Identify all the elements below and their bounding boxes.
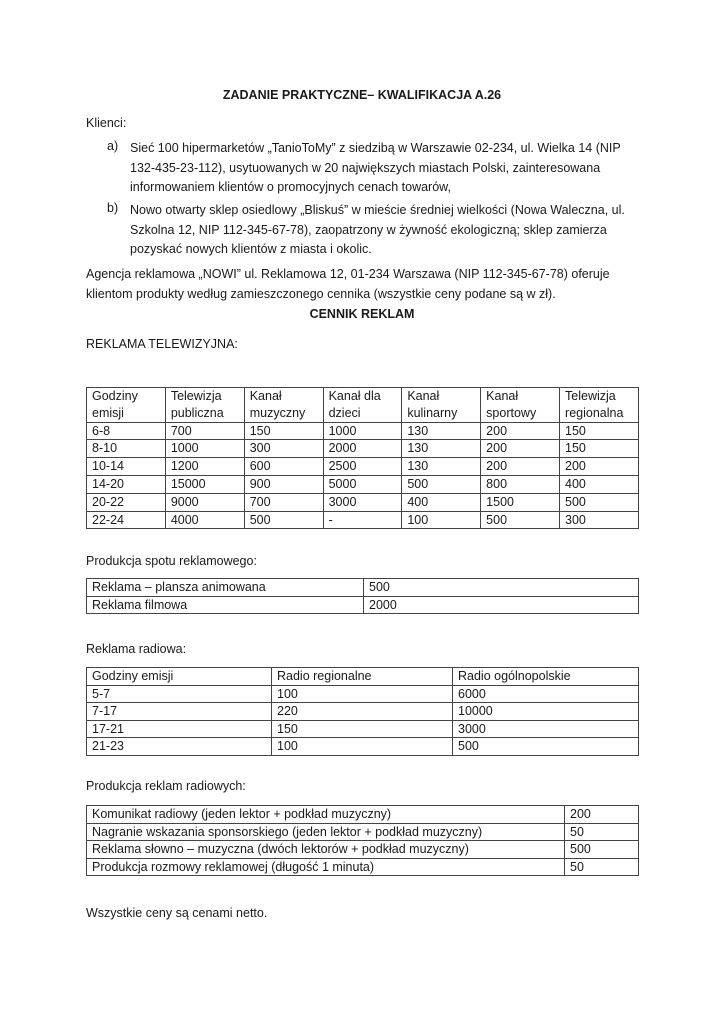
table-cell: 2500 bbox=[323, 458, 402, 476]
table-cell: 500 bbox=[244, 511, 323, 529]
footer-note: Wszystkie ceny są cenami netto. bbox=[86, 906, 268, 920]
table-cell: 4000 bbox=[165, 511, 244, 529]
table-cell: 50 bbox=[565, 823, 639, 841]
table-cell: 600 bbox=[244, 458, 323, 476]
clients-label: Klienci: bbox=[86, 116, 127, 130]
table-cell: 400 bbox=[402, 493, 481, 511]
table-cell: 500 bbox=[364, 579, 639, 597]
table-row bbox=[87, 422, 639, 440]
table-cell: 14-20 bbox=[87, 475, 166, 493]
tv-price-table bbox=[86, 387, 639, 529]
table-row bbox=[87, 458, 639, 476]
table-cell: Nagranie wskazania sponsorskiego (jeden lektor + podkład muzyczny) bbox=[87, 823, 565, 841]
table-row bbox=[87, 579, 639, 597]
table-cell: 5000 bbox=[323, 475, 402, 493]
table-cell: 900 bbox=[244, 475, 323, 493]
header-cell: Godziny emisji bbox=[87, 668, 272, 686]
table-row bbox=[87, 806, 639, 824]
radio-production-section-label: Produkcja reklam radiowych: bbox=[86, 779, 246, 793]
table-cell: Produkcja rozmowy reklamowej (długość 1 minuta) bbox=[87, 858, 565, 876]
client-a-marker: a) bbox=[107, 139, 119, 153]
spot-section-label: Produkcja spotu reklamowego: bbox=[86, 554, 257, 568]
table-cell: 150 bbox=[272, 720, 453, 738]
table-cell: 130 bbox=[402, 440, 481, 458]
table-cell: 7-17 bbox=[87, 703, 272, 721]
table-cell: 220 bbox=[272, 703, 453, 721]
client-b-line: pozyskać nowych klientów z miasta i okolic. bbox=[130, 242, 372, 256]
table-cell: 10000 bbox=[453, 703, 639, 721]
table-cell: 500 bbox=[481, 511, 560, 529]
client-b-marker: b) bbox=[107, 201, 119, 215]
table-cell: Reklama filmowa bbox=[87, 596, 364, 614]
table-cell: 1500 bbox=[481, 493, 560, 511]
table-cell: 200 bbox=[481, 458, 560, 476]
table-cell: 150 bbox=[560, 440, 639, 458]
table-cell: 9000 bbox=[165, 493, 244, 511]
table-header-row bbox=[87, 388, 639, 423]
header-cell: Telewizja publiczna bbox=[165, 388, 244, 423]
table-row bbox=[87, 823, 639, 841]
table-cell: 500 bbox=[453, 738, 639, 756]
table-cell: 6-8 bbox=[87, 422, 166, 440]
table-row bbox=[87, 858, 639, 876]
table-cell: 8-10 bbox=[87, 440, 166, 458]
table-cell: 2000 bbox=[364, 596, 639, 614]
table-cell: 500 bbox=[565, 841, 639, 859]
client-a-text bbox=[130, 139, 630, 198]
radio-section-label: Reklama radiowa: bbox=[86, 642, 187, 656]
client-a-line: 132-435-23-112), usytuowanych w 20 największych miastach Polski, zainteresowana bbox=[130, 160, 601, 175]
radio-price-table bbox=[86, 667, 639, 756]
header-cell: Kanał dla dzieci bbox=[323, 388, 402, 423]
table-header-row bbox=[87, 668, 639, 686]
table-cell: 150 bbox=[244, 422, 323, 440]
table-cell: 3000 bbox=[453, 720, 639, 738]
table-row bbox=[87, 703, 639, 721]
spot-price-table bbox=[86, 578, 639, 614]
table-cell: 200 bbox=[481, 422, 560, 440]
client-a-line: Sieć 100 hipermarketów „TanioToMy” z siedzibą w Warszawie 02-234, ul. Wielka 14 (NIP bbox=[130, 141, 621, 155]
client-b-text bbox=[130, 201, 630, 260]
header-cell: Radio ogólnopolskie bbox=[453, 668, 639, 686]
table-cell: 300 bbox=[560, 511, 639, 529]
table-cell: 500 bbox=[402, 475, 481, 493]
header-cell: Kanał kulinarny bbox=[402, 388, 481, 423]
table-cell: 20-22 bbox=[87, 493, 166, 511]
client-b-line: Nowo otwarty sklep osiedlowy „Bliskuś” w mieście średniej wielkości (Nowa Waleczna, ul. bbox=[130, 203, 625, 217]
table-cell: 1200 bbox=[165, 458, 244, 476]
table-row bbox=[87, 493, 639, 511]
table-cell: 50 bbox=[565, 858, 639, 876]
table-cell: Komunikat radiowy (jeden lektor + podkład muzyczny) bbox=[87, 806, 565, 824]
table-cell: 150 bbox=[560, 422, 639, 440]
table-row bbox=[87, 511, 639, 529]
table-cell: 700 bbox=[244, 493, 323, 511]
table-cell: 200 bbox=[481, 440, 560, 458]
table-cell: 130 bbox=[402, 422, 481, 440]
table-cell: 2000 bbox=[323, 440, 402, 458]
client-b-line: Szkolna 12, NIP 112-345-67-78), zaopatrzony w żywność ekologiczną; sklep zamierza bbox=[130, 222, 607, 237]
table-cell: 300 bbox=[244, 440, 323, 458]
header-cell: Godziny emisji bbox=[87, 388, 166, 423]
table-cell: 1000 bbox=[165, 440, 244, 458]
header-cell: Kanał muzyczny bbox=[244, 388, 323, 423]
table-cell: - bbox=[323, 511, 402, 529]
header-cell: Kanał sportowy bbox=[481, 388, 560, 423]
table-cell: 10-14 bbox=[87, 458, 166, 476]
table-row bbox=[87, 596, 639, 614]
table-cell: 3000 bbox=[323, 493, 402, 511]
table-cell: 21-23 bbox=[87, 738, 272, 756]
tv-section-label: REKLAMA TELEWIZYJNA: bbox=[86, 337, 238, 351]
table-cell: Reklama – plansza animowana bbox=[87, 579, 364, 597]
table-cell: 200 bbox=[560, 458, 639, 476]
table-cell: 100 bbox=[402, 511, 481, 529]
agency-line: klientom produkty według zamieszczonego cennika (wszystkie ceny podane są w zł). bbox=[86, 287, 556, 301]
table-row bbox=[87, 685, 639, 703]
table-row bbox=[87, 475, 639, 493]
header-cell: Telewizja regionalna bbox=[560, 388, 639, 423]
table-cell: 500 bbox=[560, 493, 639, 511]
table-row bbox=[87, 720, 639, 738]
table-row bbox=[87, 841, 639, 859]
table-cell: 15000 bbox=[165, 475, 244, 493]
agency-line: Agencja reklamowa „NOWI” ul. Reklamowa 12, 01-234 Warszawa (NIP 112-345-67-78) oferuje bbox=[86, 267, 610, 281]
table-cell: 100 bbox=[272, 738, 453, 756]
table-cell: 700 bbox=[165, 422, 244, 440]
table-cell: 100 bbox=[272, 685, 453, 703]
table-cell: 1000 bbox=[323, 422, 402, 440]
document-title: ZADANIE PRAKTYCZNE– KWALIFIKACJA A.26 bbox=[222, 88, 502, 102]
client-a-line: informowaniem klientów o promocyjnych cenach towarów, bbox=[130, 180, 451, 194]
agency-paragraph bbox=[86, 264, 646, 304]
table-row bbox=[87, 440, 639, 458]
table-cell: 5-7 bbox=[87, 685, 272, 703]
header-cell: Radio regionalne bbox=[272, 668, 453, 686]
table-cell: 800 bbox=[481, 475, 560, 493]
table-cell: 6000 bbox=[453, 685, 639, 703]
table-cell: 22-24 bbox=[87, 511, 166, 529]
price-list-title: CENNIK REKLAM bbox=[309, 307, 415, 321]
table-row bbox=[87, 738, 639, 756]
table-cell: 400 bbox=[560, 475, 639, 493]
table-cell: 17-21 bbox=[87, 720, 272, 738]
radio-production-table bbox=[86, 805, 639, 876]
table-cell: 130 bbox=[402, 458, 481, 476]
table-cell: Reklama słowno – muzyczna (dwóch lektorów + podkład muzyczny) bbox=[87, 841, 565, 859]
table-cell: 200 bbox=[565, 806, 639, 824]
